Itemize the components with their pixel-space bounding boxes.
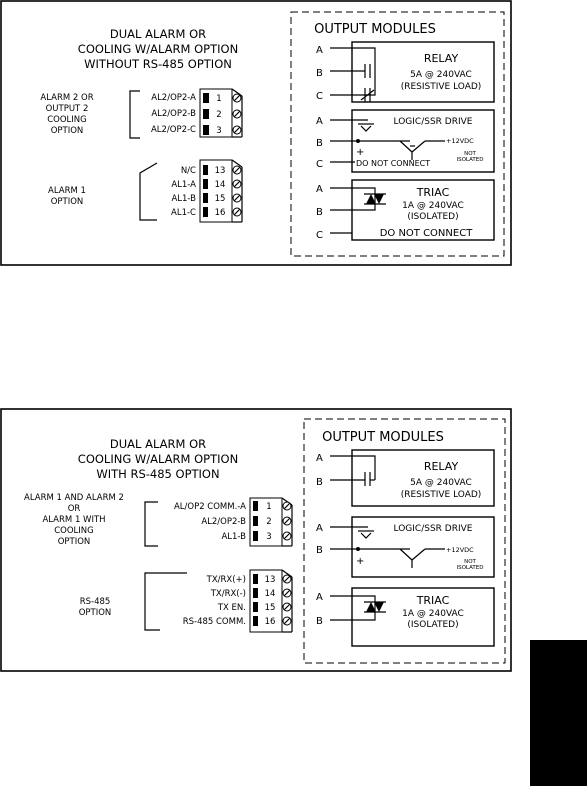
d1-term-2-clamp	[203, 109, 209, 119]
d1-relay-line2: (RESISTIVE LOAD)	[400, 82, 482, 92]
d1-group1-label-3: COOLING	[47, 115, 87, 125]
d2-logic-title: LOGIC/SSR DRIVE	[393, 524, 473, 534]
d2-group1-label-2: OR	[67, 504, 81, 514]
d1-triac-title: TRIAC	[416, 186, 450, 199]
d1-triac-dnc: DO NOT CONNECT	[379, 228, 473, 239]
d1-relay-pin-b: B	[316, 68, 323, 79]
d2-term-15-num: 15	[264, 603, 276, 613]
d1-block1-screws	[233, 94, 241, 134]
d1-relay-line1: 5A @ 240VAC	[410, 70, 472, 80]
d2-block2-screws	[283, 575, 291, 625]
d2-group2-label-1: RS-485	[79, 597, 111, 607]
d2-group1-label-4: COOLING	[54, 526, 94, 536]
diagram-1-title-line3: WITHOUT RS-485 OPTION	[84, 57, 232, 71]
d1-term-1-clamp	[203, 93, 209, 103]
d1-term-2-num: 2	[216, 110, 222, 120]
d1-term-15-num: 15	[214, 194, 226, 204]
d1-term-14-num: 14	[214, 180, 226, 190]
d1-term-3-label: AL2/OP2-C	[150, 125, 196, 135]
d2-group1-label-5: OPTION	[57, 537, 91, 547]
d1-triac-line1: 1A @ 240VAC	[402, 201, 464, 211]
d2-triac-pin-b: B	[316, 616, 323, 627]
d1-logic-dnc: DO NOT CONNECT	[356, 159, 431, 168]
d1-logic-plus: +	[356, 147, 365, 158]
d1-logic-pin-a: A	[316, 116, 323, 127]
d1-group2-label-1: ALARM 1	[48, 186, 86, 196]
d1-term-3-num: 3	[216, 126, 222, 136]
diagram-2-title-line1: DUAL ALARM OR	[109, 437, 207, 451]
diagram-1-title-line1: DUAL ALARM OR	[109, 27, 207, 41]
d1-term-2-label: AL2/OP2-B	[151, 109, 196, 119]
diagram-2	[1, 409, 511, 671]
d1-term-16-num: 16	[214, 208, 226, 218]
diagram-2-title-line3: WITH RS-485 OPTION	[96, 467, 220, 481]
diagram-1-title-line2: COOLING W/ALARM OPTION	[77, 42, 239, 56]
d2-relay-line2: (RESISTIVE LOAD)	[400, 490, 482, 500]
d2-group1-bracket	[145, 502, 158, 546]
diagram-1	[1, 1, 511, 265]
d1-term-13-num: 13	[214, 166, 226, 176]
d2-group1-label-3: ALARM 1 WITH	[42, 515, 106, 525]
d1-logic-pin-b: B	[316, 138, 323, 149]
d1-logic-isolated: ISOLATED	[456, 157, 484, 163]
d1-group2-label-2: OPTION	[50, 197, 84, 207]
d1-logic-title: LOGIC/SSR DRIVE	[393, 117, 473, 127]
d2-logic-plus: +	[356, 556, 365, 567]
d1-triac-pin-b: B	[316, 207, 323, 218]
d1-term-1-num: 1	[216, 94, 222, 104]
d2-relay-title: RELAY	[423, 460, 459, 473]
d2-output-modules-title: OUTPUT MODULES	[322, 430, 444, 445]
d2-group2-bracket	[145, 573, 187, 630]
d1-group1-label-4: OPTION	[50, 126, 84, 136]
d2-term-1-label: AL/OP2 COMM.-A	[173, 502, 246, 512]
d2-relay-pin-a: A	[316, 453, 323, 464]
d1-logic-pin-c: C	[316, 159, 323, 170]
d1-block2-screws	[233, 166, 241, 216]
d2-term-16-label: RS-485 COMM.	[182, 617, 246, 627]
d1-logic-voltage: +12VDC	[446, 137, 474, 145]
d2-triac-title: TRIAC	[416, 594, 450, 607]
d2-logic-voltage: +12VDC	[446, 546, 474, 554]
d1-term-14-label: AL1-A	[171, 180, 196, 190]
section-tab	[530, 640, 587, 786]
d2-logic-isolated: ISOLATED	[456, 565, 484, 571]
d1-group1-label-2: OUTPUT 2	[45, 104, 89, 114]
d2-term-14-label: TX/RX(-)	[210, 589, 246, 599]
d1-triac-pin-c: C	[316, 230, 323, 241]
d2-term-2-label: AL2/OP2-B	[201, 517, 246, 527]
d2-triac-pin-a: A	[316, 592, 323, 603]
d2-logic-pin-b: B	[316, 545, 323, 556]
d2-group2-label-2: OPTION	[78, 608, 112, 618]
d1-term-1-label: AL2/OP2-A	[151, 93, 196, 103]
d2-term-14-num: 14	[264, 589, 276, 599]
d2-term-15-label: TX EN.	[217, 603, 246, 613]
d2-term-13-label: TX/RX(+)	[206, 575, 246, 585]
d2-term-13-num: 13	[264, 575, 276, 585]
d1-relay-pin-a: A	[316, 45, 323, 56]
d2-term-1-num: 1	[266, 502, 272, 512]
d2-term-3-num: 3	[266, 532, 272, 542]
d2-term-3-label: AL1-B	[221, 532, 246, 542]
d2-relay-pin-b: B	[316, 477, 323, 488]
d1-logic-not: NOT	[464, 151, 476, 157]
d2-logic-pin-a: A	[316, 523, 323, 534]
d2-relay-line1: 5A @ 240VAC	[410, 478, 472, 488]
d1-term-3-clamp	[203, 125, 209, 135]
d2-block1-screws	[283, 502, 291, 540]
d1-group1-label-1: ALARM 2 OR	[40, 93, 94, 103]
d1-term-16-label: AL1-C	[171, 208, 196, 218]
d1-group1-bracket	[130, 91, 140, 138]
d2-term-2-num: 2	[266, 517, 272, 527]
d1-output-modules-title: OUTPUT MODULES	[314, 22, 436, 37]
d2-term-16-num: 16	[264, 617, 276, 627]
d2-triac-line1: 1A @ 240VAC	[402, 609, 464, 619]
d1-relay-pin-c: C	[316, 91, 323, 102]
d2-logic-not: NOT	[464, 559, 476, 565]
d2-triac-line2: (ISOLATED)	[407, 620, 459, 630]
diagram-2-title-line2: COOLING W/ALARM OPTION	[77, 452, 239, 466]
d1-triac-pin-a: A	[316, 184, 323, 195]
d1-term-13-label: N/C	[180, 166, 196, 176]
d2-group1-label-1: ALARM 1 AND ALARM 2	[24, 493, 124, 503]
d1-term-15-label: AL1-B	[171, 194, 196, 204]
d1-relay-title: RELAY	[423, 52, 459, 65]
d1-triac-line2: (ISOLATED)	[407, 212, 459, 222]
d1-group2-bracket	[140, 163, 157, 220]
